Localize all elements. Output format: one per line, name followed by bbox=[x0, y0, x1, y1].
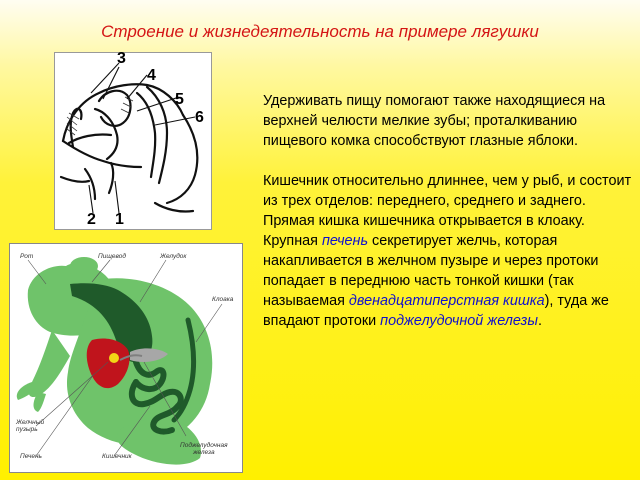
gallbladder-shape bbox=[109, 353, 119, 363]
label-pancreas bbox=[180, 442, 228, 456]
label-gallbladder bbox=[16, 419, 44, 433]
term-pancreas: поджелудочной железы bbox=[380, 313, 538, 329]
label-mouth: Рот bbox=[20, 253, 34, 260]
label-pancreas-line2: железа bbox=[192, 449, 215, 456]
head-number-5: 5 bbox=[175, 91, 184, 108]
frog-digestive-figure bbox=[9, 243, 243, 473]
label-esophagus: Пищевод bbox=[98, 253, 126, 260]
frog-head-drawing bbox=[55, 53, 211, 229]
head-number-1: 1 bbox=[115, 211, 124, 228]
term-duodenum: двенадцатиперстная кишка bbox=[348, 293, 545, 309]
label-stomach: Желудок bbox=[160, 253, 187, 260]
paragraph-part3: ), туда же впадают протоки bbox=[263, 293, 609, 329]
description-text bbox=[263, 91, 635, 331]
label-gallbladder-line2: пузырь bbox=[16, 426, 38, 433]
label-gallbladder-line1: Желчный bbox=[16, 419, 45, 426]
paragraph-part1: Кишечник относительно длиннее, чем у рыб, и состоит из трех отделов: переднего, среднего и заднего. Прямая кишка кишечника открывается в клоаку. Крупная bbox=[263, 173, 632, 249]
head-number-3: 3 bbox=[117, 50, 126, 67]
paragraph-part4: . bbox=[537, 313, 542, 329]
paragraph-part2: секретирует желчь, которая накапливается в желчном пузыре и через протоки попадает в переднюю часть тонкой кишки (так называемая bbox=[263, 233, 599, 309]
head-number-6: 6 bbox=[195, 109, 204, 126]
head-number-2: 2 bbox=[87, 211, 96, 228]
frog-body-drawing bbox=[10, 244, 242, 472]
head-number-4: 4 bbox=[147, 67, 156, 84]
paragraph-intestine bbox=[263, 171, 635, 331]
label-pancreas-line1: Поджелудочная bbox=[180, 442, 228, 449]
slide-title: Строение и жизнедеятельность на примере лягушки bbox=[101, 22, 539, 41]
label-intestine: Кишечник bbox=[102, 453, 132, 460]
term-liver: печень bbox=[321, 233, 369, 249]
paragraph-teeth: Удерживать пищу помогают также находящиеся на верхней челюсти мелкие зубы; проталкиванию пищевого комка способствуют глазные яблоки. bbox=[263, 93, 606, 149]
label-liver: Печень bbox=[20, 453, 42, 460]
label-cloaca: Клоака bbox=[212, 296, 234, 303]
frog-head-figure bbox=[54, 52, 212, 230]
